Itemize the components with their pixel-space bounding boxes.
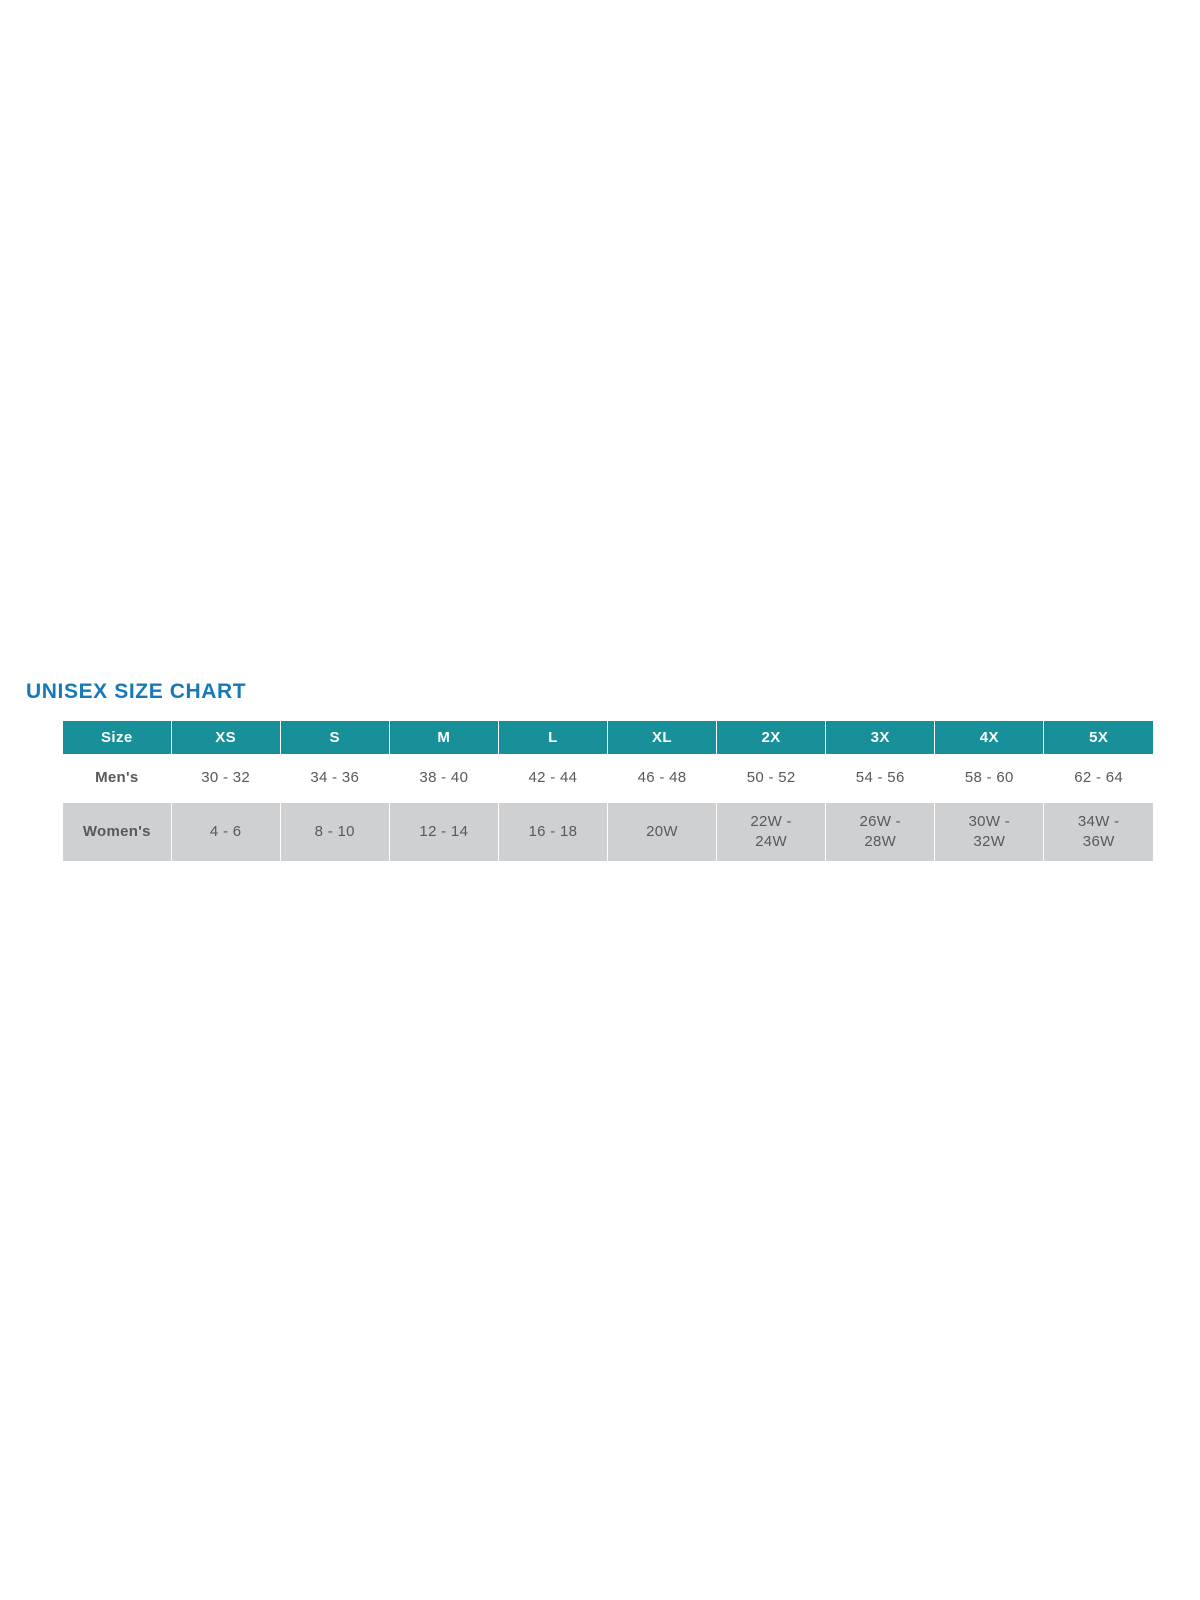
column-header-xs: XS [171, 721, 280, 754]
cell-mens-5x: 62 - 64 [1044, 754, 1153, 803]
cell-mens-xl: 46 - 48 [607, 754, 716, 803]
cell-mens-l: 42 - 44 [498, 754, 607, 803]
cell-mens-xs: 30 - 32 [171, 754, 280, 803]
cell-mens-2x: 50 - 52 [717, 754, 826, 803]
cell-womens-m: 12 - 14 [389, 803, 498, 862]
cell-womens-s: 8 - 10 [280, 803, 389, 862]
cell-mens-m: 38 - 40 [389, 754, 498, 803]
cell-womens-2x: 22W - 24W [717, 803, 826, 862]
table-row [63, 803, 1153, 862]
column-header-3x: 3X [826, 721, 935, 754]
table-header [63, 721, 1153, 754]
column-header-4x: 4X [935, 721, 1044, 754]
cell-womens-xl: 20W [607, 803, 716, 862]
cell-mens-4x: 58 - 60 [935, 754, 1044, 803]
table-body [63, 754, 1153, 861]
cell-womens-xs: 4 - 6 [171, 803, 280, 862]
cell-womens-l: 16 - 18 [498, 803, 607, 862]
column-header-m: M [389, 721, 498, 754]
column-header-5x: 5X [1044, 721, 1153, 754]
column-header-2x: 2X [717, 721, 826, 754]
cell-mens-s: 34 - 36 [280, 754, 389, 803]
column-header-size: Size [63, 721, 171, 754]
page-title: UNISEX SIZE CHART [26, 680, 247, 703]
table-row [63, 754, 1153, 803]
unisex-size-chart-table [63, 721, 1153, 861]
column-header-l: L [498, 721, 607, 754]
table-header-row [63, 721, 1153, 754]
cell-mens-3x: 54 - 56 [826, 754, 935, 803]
size-chart-container [24, 680, 1144, 861]
row-label-womens: Women's [63, 803, 171, 862]
row-label-mens: Men's [63, 754, 171, 803]
cell-womens-3x: 26W - 28W [826, 803, 935, 862]
cell-womens-4x: 30W - 32W [935, 803, 1044, 862]
column-header-s: S [280, 721, 389, 754]
column-header-xl: XL [607, 721, 716, 754]
cell-womens-5x: 34W - 36W [1044, 803, 1153, 862]
